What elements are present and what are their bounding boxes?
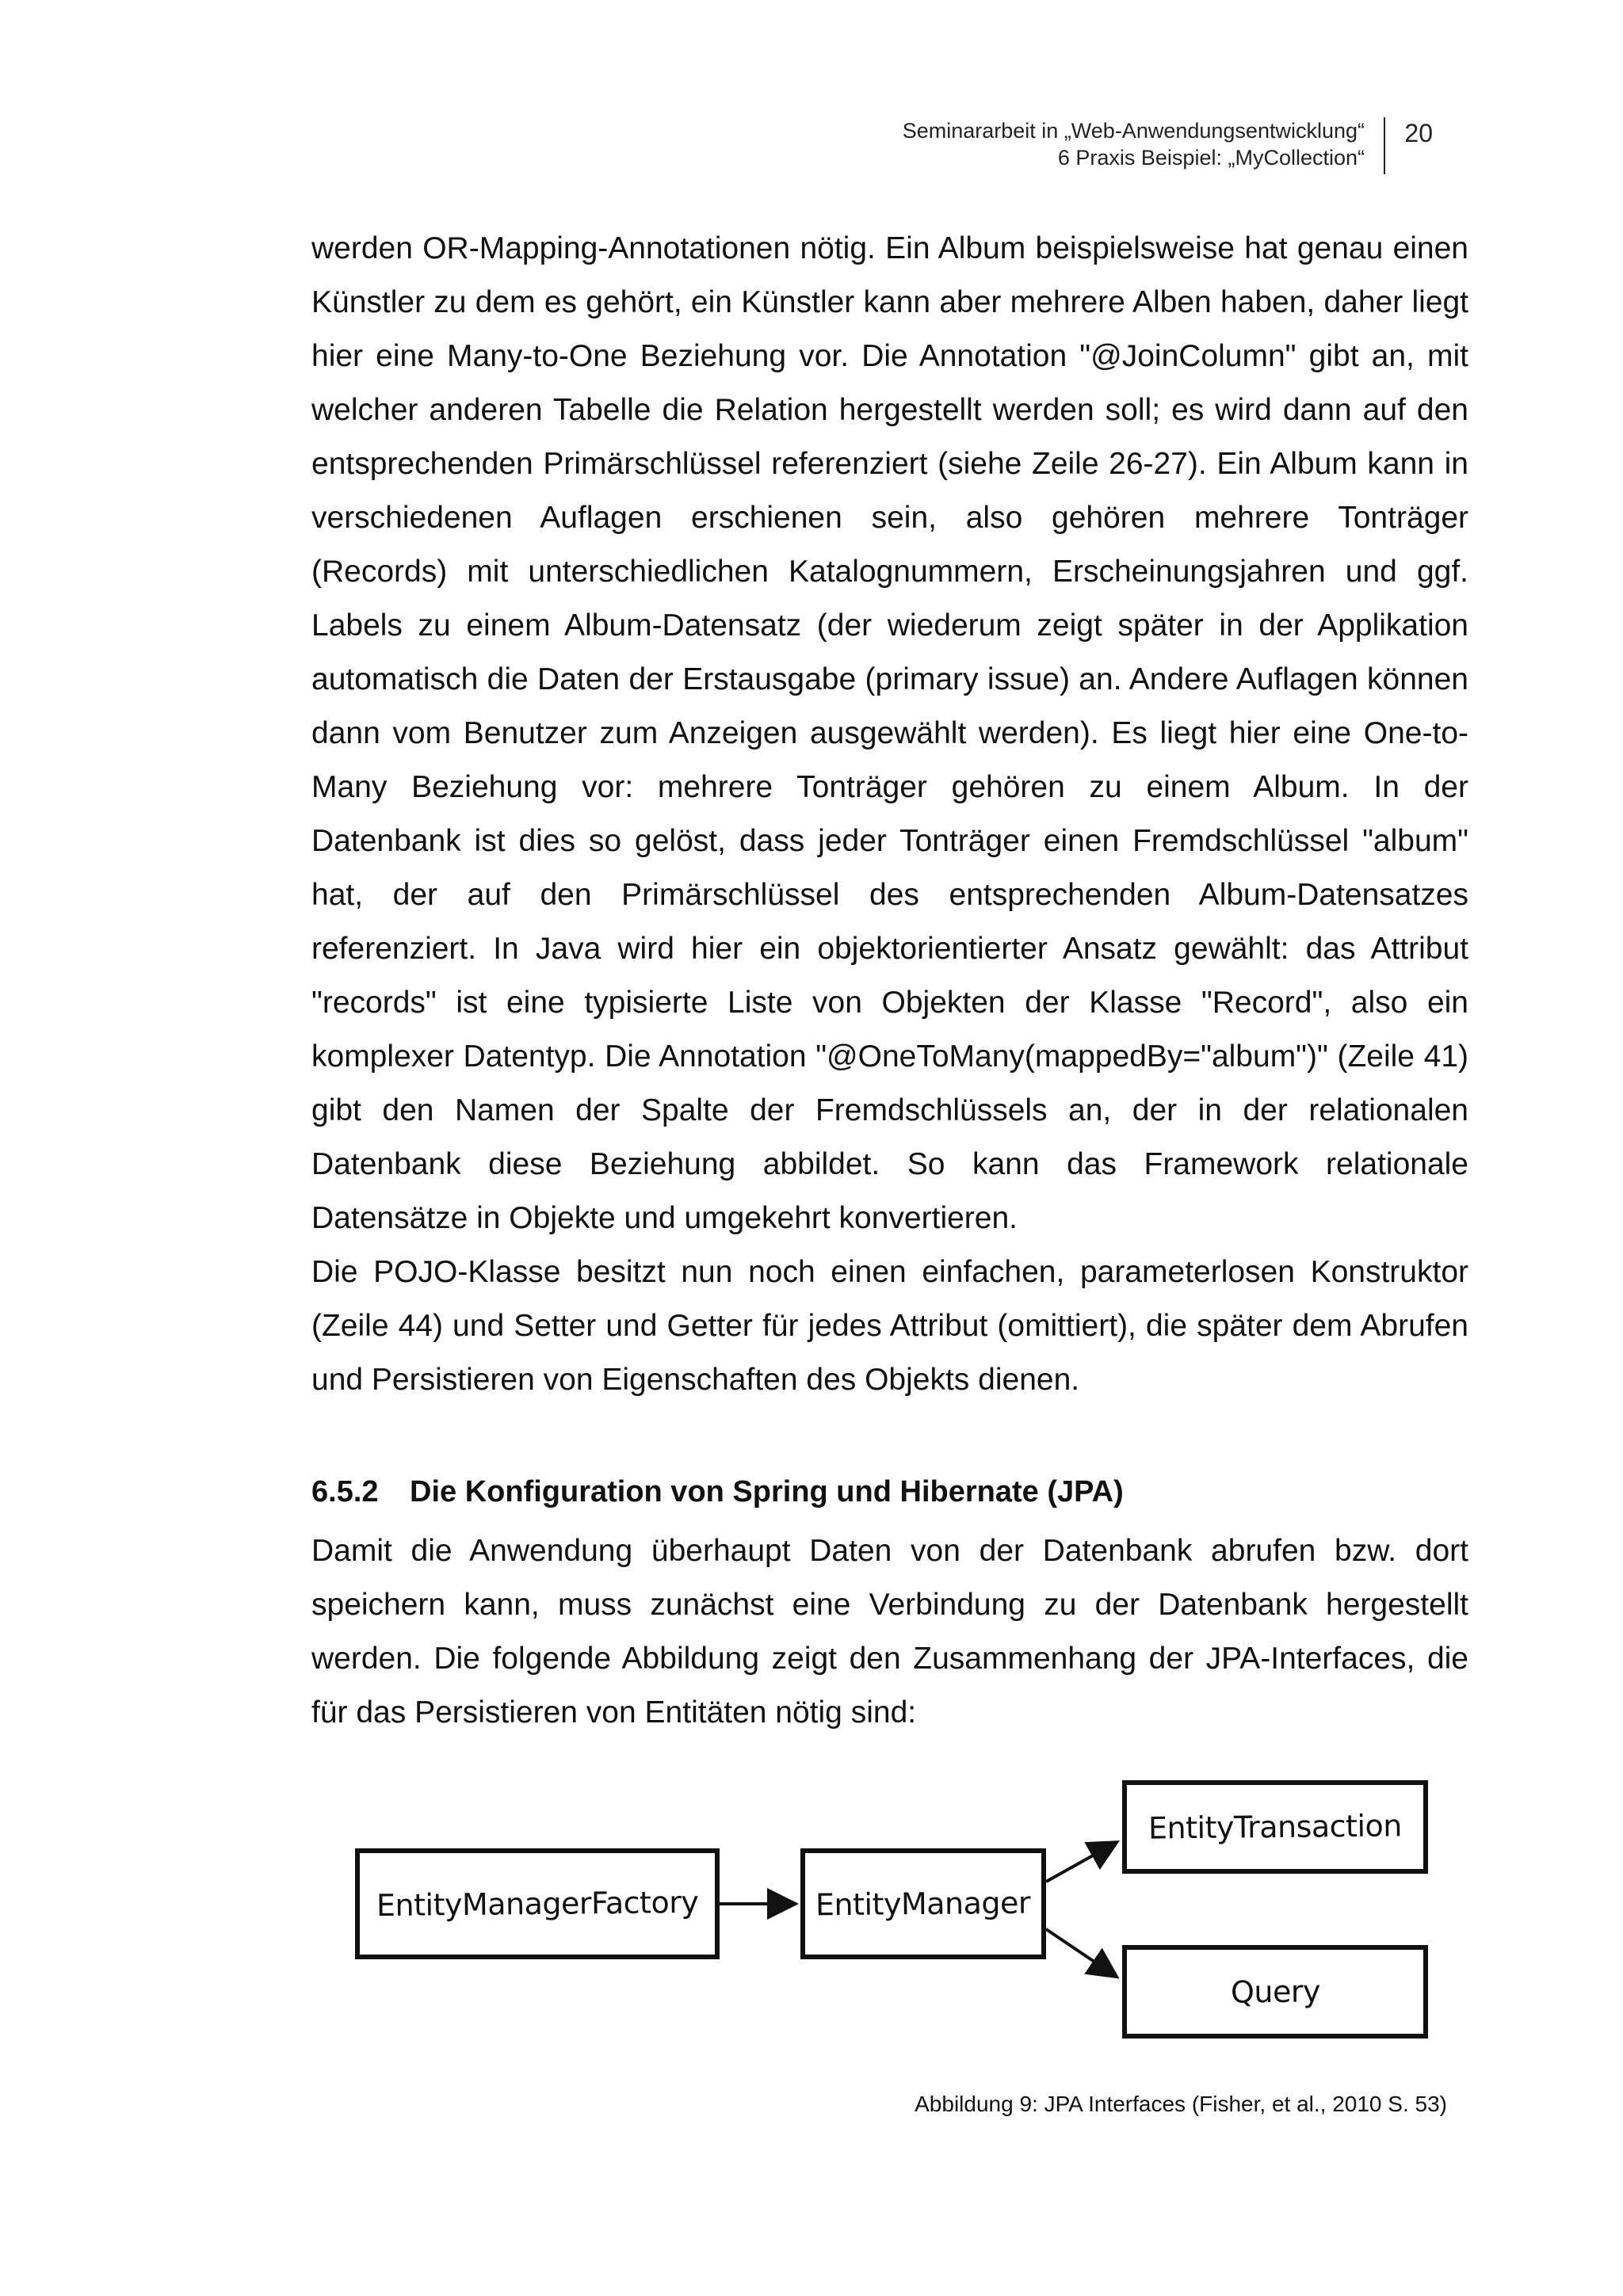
section-number: 6.5.2 [311, 1475, 379, 1508]
entity-transaction-box [1122, 1780, 1428, 1874]
figure-caption: Abbildung 9: JPA Interfaces (Fisher, et al., 2010 S. 53) [915, 2092, 1447, 2116]
header-text [903, 117, 1365, 171]
entity-manager-box [800, 1848, 1046, 1959]
page-number: 20 [1404, 119, 1433, 147]
entity-manager-factory-label: EntityManagerFactory [376, 1884, 699, 1924]
section-title: Die Konfiguration von Spring und Hibernate (JPA) [410, 1475, 1124, 1508]
arrow-manager-to-query [1046, 1929, 1114, 1975]
header-divider [1384, 117, 1385, 174]
page-body [311, 222, 1468, 1740]
running-header [133, 117, 1480, 173]
body-paragraph-1: werden OR-Mapping-Annotationen nötig. Ein Album beispielsweise hat genau einen Künstler zu dem es gehört, ein Künstler kann aber mehrere Alben haben, daher liegt hier eine Many-to-One Beziehung vor. Die Annotation "@JoinColumn" gibt an, mit welcher anderen Tabelle die Relation hergestellt werden soll; es wird dann auf den entsprechenden Primärschlüssel referenziert (siehe Zeile 26-27). Ein Album kann in verschiedenen Auflagen erschienen sein, also gehören mehrere Tonträger (Records) mit unterschiedlichen Katalognummern, Erscheinungsjahren und ggf. Labels zu einem Album-Datensatz (der wiederum zeigt später in der Applikation automatisch die Daten der Erstausgabe (primary issue) an. Andere Auflagen können dann vom Benutzer zum Anzeigen ausgewählt werden). Es liegt hier eine One-to-Many Beziehung vor: mehrere Tonträger gehören zu einem Album. In der Datenbank ist dies so gelöst, dass jeder Tonträger einen Fremdschlüssel "album" hat, der auf den Primärschlüssel des entsprechenden Album-Datensatzes referenziert. In Java wird hier ein objektorientierter Ansatz gewählt: das Attribut "records" ist eine typisierte Liste von Objekten der Klasse "Record", also ein komplexer Datentyp. Die Annotation "@OneToMany(mappedBy="album")" (Zeile 41) gibt den Namen der Spalte der Fremdschlüssels an, der in der relationalen Datenbank diese Beziehung abbildet. So kann das Framework relationale Datensätze in Objekte und umgekehrt konvertieren. [311, 231, 1468, 1235]
body-paragraph-2: Die POJO-Klasse besitzt nun noch einen einfachen, parameterlosen Konstruktor (Zeile 44) und Setter und Getter für jedes Attribut (omittiert), die später dem Abrufen und Persistieren von Eigenschaften des Objekts dienen. [311, 1255, 1468, 1397]
header-chapter: 6 Praxis Beispiel: „MyCollection“ [1057, 146, 1365, 170]
header-title: Seminararbeit in „Web-Anwendungsentwicklung“ [902, 119, 1365, 143]
query-box [1122, 1945, 1428, 2039]
section-paragraph: Damit die Anwendung überhaupt Daten von der Datenbank abrufen bzw. dort speichern kann, muss zunächst eine Verbindung zu der Datenbank hergestellt werden. Die folgende Abbildung zeigt den Zusammenhang der JPA-Interfaces, die für das Persistieren von Entitäten nötig sind: [311, 1534, 1468, 1730]
section-heading [311, 1472, 1468, 1512]
arrow-manager-to-transaction [1046, 1844, 1114, 1882]
entity-manager-factory-box [355, 1848, 720, 1959]
entity-manager-label: EntityManager [815, 1885, 1031, 1923]
jpa-interfaces-diagram [349, 1771, 1458, 2040]
query-label: Query [1230, 1974, 1320, 2010]
entity-transaction-label: EntityTransaction [1148, 1808, 1403, 1846]
